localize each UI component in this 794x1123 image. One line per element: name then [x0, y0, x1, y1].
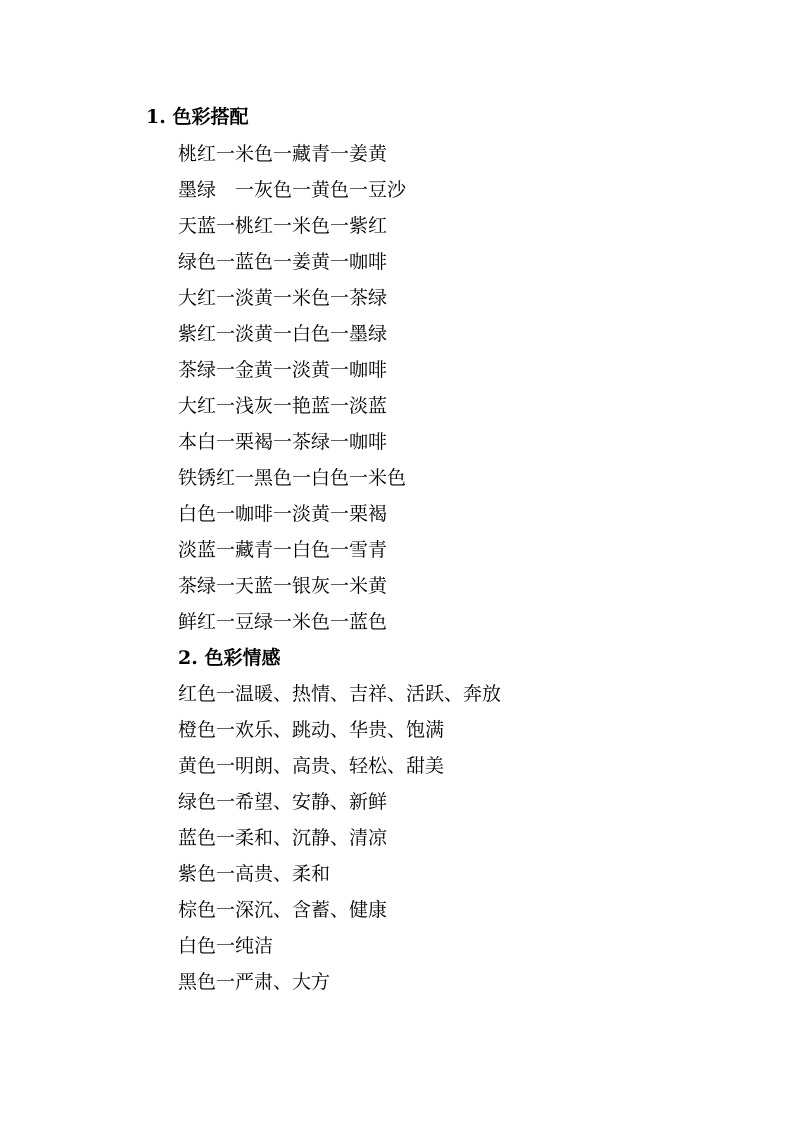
list-item: 茶绿一金黄一淡黄一咖啡	[178, 359, 388, 381]
list-item: 大红一淡黄一米色一茶绿	[178, 287, 388, 309]
list-item: 绿色一蓝色一姜黄一咖啡	[178, 251, 388, 273]
list-item: 本白一栗褐一茶绿一咖啡	[178, 431, 388, 453]
list-item: 黑色一严肃、大方	[178, 971, 331, 993]
list-item: 紫色一高贵、柔和	[178, 863, 331, 885]
list-item: 墨绿 一灰色一黄色一豆沙	[178, 179, 407, 201]
list-item: 铁锈红一黑色一白色一米色	[178, 467, 407, 489]
color-matching-list	[178, 136, 406, 640]
list-item: 鲜红一豆绿一米色一蓝色	[178, 611, 388, 633]
section-heading-color-matching: 1. 色彩搭配	[146, 106, 249, 128]
list-item: 蓝色一柔和、沉静、清凉	[178, 827, 388, 849]
section-heading-color-emotion: 2. 色彩情感	[178, 647, 281, 669]
list-item: 红色一温暖、热情、吉祥、活跃、奔放	[178, 683, 502, 705]
list-item: 紫红一淡黄一白色一墨绿	[178, 323, 388, 345]
list-item: 大红一浅灰一艳蓝一淡蓝	[178, 395, 388, 417]
list-item: 茶绿一天蓝一银灰一米黄	[178, 575, 388, 597]
list-item: 桃红一米色一藏青一姜黄	[178, 143, 388, 165]
list-item: 绿色一希望、安静、新鲜	[178, 791, 388, 813]
color-emotion-list	[178, 676, 501, 1000]
list-item: 白色一咖啡一淡黄一栗褐	[178, 503, 388, 525]
list-item: 黄色一明朗、高贵、轻松、甜美	[178, 755, 445, 777]
list-item: 淡蓝一藏青一白色一雪青	[178, 539, 388, 561]
list-item: 棕色一深沉、含蓄、健康	[178, 899, 388, 921]
list-item: 橙色一欢乐、跳动、华贵、饱满	[178, 719, 445, 741]
list-item: 白色一纯洁	[178, 935, 274, 957]
list-item: 天蓝一桃红一米色一紫红	[178, 215, 388, 237]
